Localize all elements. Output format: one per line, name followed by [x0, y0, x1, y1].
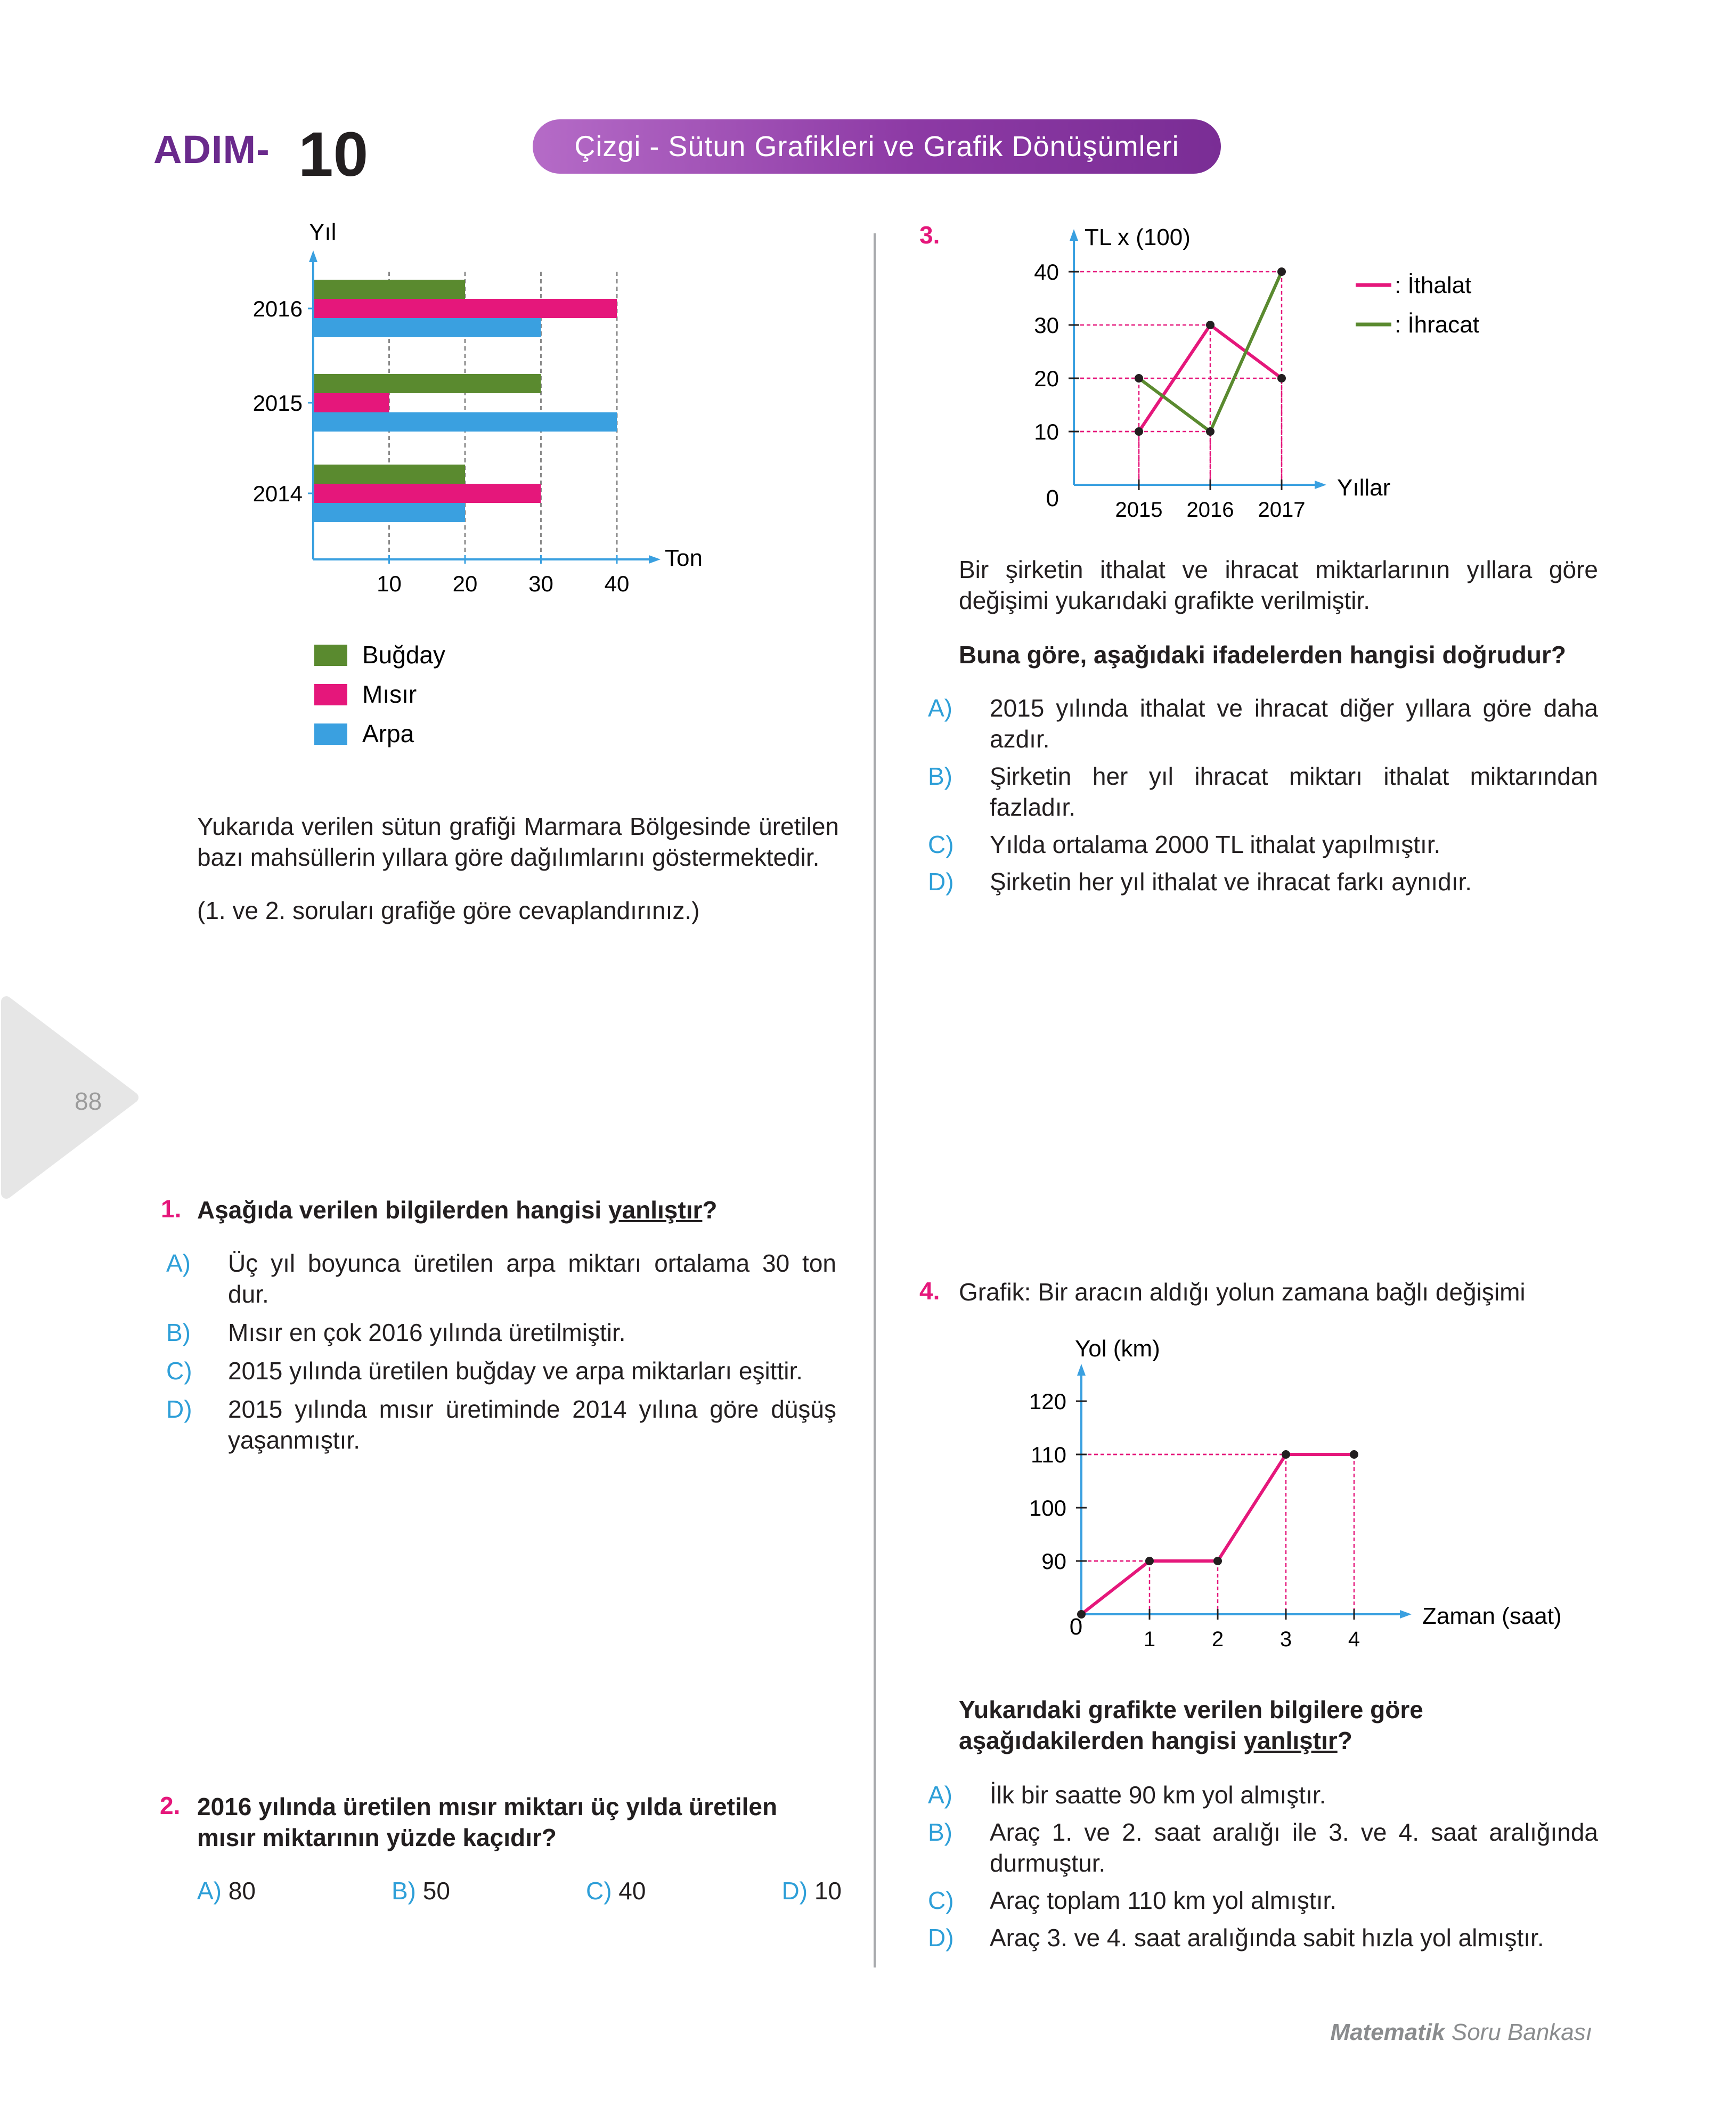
intro-text: Yukarıda verilen sütun grafiği Marmara Bölgesinde üretilen bazı mahsüllerin yıllara göre dağılımlarını göstermektedir. [197, 812, 839, 871]
y-tick-label: 100 [1029, 1495, 1066, 1521]
data-point [1213, 1557, 1222, 1565]
bar-buğday-2015 [313, 374, 541, 393]
option-d[interactable]: D) 2015 yılında mısır üretiminde 2014 yılına göre düşüş yaşanmıştır. [166, 1395, 836, 1454]
x-tick-label: 2017 [1258, 498, 1306, 522]
option-a[interactable]: A) 2015 yılında ithalat ve ihracat diğer yıllara göre daha azdır. [928, 694, 1598, 753]
step-label: ADIM- [153, 127, 270, 172]
trade-chart-origin: 0 [1046, 485, 1059, 511]
legend-label: : İthalat [1395, 272, 1472, 298]
y-tick-label: 2014 [252, 481, 303, 506]
option-d[interactable]: D) Araç 3. ve 4. saat aralığında sabit hızla yol almıştır. [928, 1924, 1544, 1952]
option-b[interactable]: B) 50 [391, 1877, 450, 1905]
question-4-stem: Yukarıdaki grafikte verilen bilgilere göre aşağıdakilerden hangisi yanlıştır? [959, 1696, 1423, 1754]
option-b[interactable]: B) Mısır en çok 2016 yılında üretilmiştir. [166, 1319, 626, 1346]
data-point [1277, 374, 1286, 383]
option-c[interactable]: C) 40 [585, 1877, 646, 1905]
bar-arpa-2014 [313, 503, 465, 522]
x-tick-label: 20 [452, 571, 478, 596]
legend-swatch [314, 723, 347, 745]
option-c[interactable]: C) Araç toplam 110 km yol almıştır. [928, 1887, 1337, 1914]
y-tick-label: 110 [1031, 1442, 1066, 1467]
trade-chart-ylabel: TL x (100) [1085, 224, 1191, 250]
y-tick-label: 90 [1041, 1549, 1066, 1574]
question-4-number: 4. [919, 1277, 940, 1305]
data-point [1277, 267, 1286, 276]
bar-mısır-2014 [313, 484, 541, 503]
y-tick-label: 120 [1029, 1389, 1066, 1414]
question-3-options [928, 693, 1598, 897]
data-point [1135, 427, 1143, 436]
data-point [1145, 1557, 1154, 1565]
option-d[interactable]: D) Şirketin her yıl ithalat ve ihracat farkı aynıdır. [928, 868, 1472, 896]
question-3-text: Bir şirketin ithalat ve ihracat miktarlarının yıllara göre değişimi yukarıdaki grafikte verilmiştir. [959, 556, 1598, 614]
bar-arpa-2016 [313, 318, 541, 337]
x-tick-label: 10 [377, 571, 402, 596]
legend-swatch [314, 645, 347, 666]
option-a[interactable]: A) 80 [197, 1877, 256, 1905]
data-point [1206, 427, 1215, 436]
distance-chart-ylabel: Yol (km) [1075, 1336, 1160, 1362]
option-a[interactable]: A) İlk bir saatte 90 km yol almıştır. [928, 1781, 1326, 1809]
x-tick-label: 2016 [1186, 498, 1234, 522]
topic-title: Çizgi - Sütun Grafikleri ve Grafik Dönüşümleri [533, 119, 1221, 174]
trade-chart-xlabel: Yıllar [1337, 475, 1391, 501]
x-tick-label: 40 [604, 571, 630, 596]
legend-label: Mısır [362, 680, 417, 708]
option-b[interactable]: B) Şirketin her yıl ihracat miktarı ithalat miktarından fazladır. [928, 762, 1598, 821]
data-point [1350, 1450, 1358, 1459]
question-3-stem: Buna göre, aşağıdaki ifadelerden hangisi doğrudur? [959, 641, 1566, 669]
data-point [1282, 1450, 1290, 1459]
data-point [1206, 321, 1215, 329]
x-tick-label: 4 [1348, 1628, 1360, 1651]
intro-note: (1. ve 2. soruları grafiğe göre cevaplandırınız.) [197, 897, 700, 924]
page-number: 88 [75, 1087, 102, 1115]
y-tick-label: 30 [1034, 313, 1059, 338]
question-2-stem: 2016 yılında üretilen mısır miktarı üç yılda üretilen mısır miktarının yüzde kaçıdır? [197, 1793, 778, 1851]
bar-chart [234, 218, 746, 773]
question-4-text: Grafik: Bir aracın aldığı yolun zamana bağlı değişimi [959, 1278, 1526, 1306]
bar-mısır-2016 [313, 299, 617, 318]
bar-mısır-2015 [313, 393, 389, 412]
legend-label: Buğday [362, 641, 446, 669]
legend-label: : İhracat [1395, 312, 1479, 338]
x-tick-label: 2 [1211, 1628, 1224, 1651]
y-tick-label: 40 [1034, 259, 1059, 284]
option-c[interactable]: C) 2015 yılında üretilen buğday ve arpa miktarları eşittir. [166, 1357, 803, 1385]
bar-arpa-2015 [313, 412, 617, 432]
question-1-stem: Aşağıda verilen bilgilerden hangisi yanlıştır? [197, 1196, 718, 1224]
bar-buğday-2016 [313, 280, 465, 299]
question-1-options [166, 1248, 836, 1456]
question-3-number: 3. [919, 221, 940, 249]
y-tick-label: 2016 [252, 296, 303, 321]
trade-line-chart [1012, 218, 1545, 538]
data-point [1135, 374, 1143, 383]
y-tick-label: 20 [1034, 366, 1059, 391]
bar-buğday-2014 [313, 465, 465, 484]
x-tick-label: 30 [528, 571, 553, 596]
legend-swatch [314, 684, 347, 705]
footer-book-title: Matematik Soru Bankası [1330, 2019, 1592, 2045]
y-tick-label: 10 [1034, 419, 1059, 444]
option-d[interactable]: D) 10 [781, 1877, 842, 1905]
option-b[interactable]: B) Araç 1. ve 2. saat aralığı ile 3. ve 4. saat aralığında durmuştur. [928, 1818, 1598, 1877]
option-a[interactable]: A) Üç yıl boyunca üretilen arpa miktarı ortalama 30 ton dur. [166, 1249, 836, 1308]
legend-label: Arpa [362, 720, 414, 747]
distance-chart-xlabel: Zaman (saat) [1422, 1603, 1562, 1629]
distance-chart-origin: 0 [1069, 1614, 1083, 1640]
bar-chart-ylabel: Yıl [309, 219, 337, 245]
option-c[interactable]: C) Yılda ortalama 2000 TL ithalat yapılmıştır. [928, 831, 1441, 858]
question-1-number: 1. [161, 1195, 182, 1223]
x-tick-label: 2015 [1115, 498, 1163, 522]
distance-time-chart [1012, 1332, 1598, 1662]
y-tick-label: 2015 [252, 391, 303, 416]
question-2-number: 2. [160, 1792, 181, 1819]
bar-chart-xlabel: Ton [665, 545, 703, 571]
question-2-options [197, 1875, 842, 1906]
page-tab-triangle [0, 996, 138, 1199]
x-tick-label: 3 [1279, 1628, 1292, 1651]
step-number: 10 [298, 119, 369, 190]
x-tick-label: 1 [1143, 1628, 1156, 1651]
column-divider [874, 233, 876, 1967]
question-4-options [928, 1779, 1598, 1953]
